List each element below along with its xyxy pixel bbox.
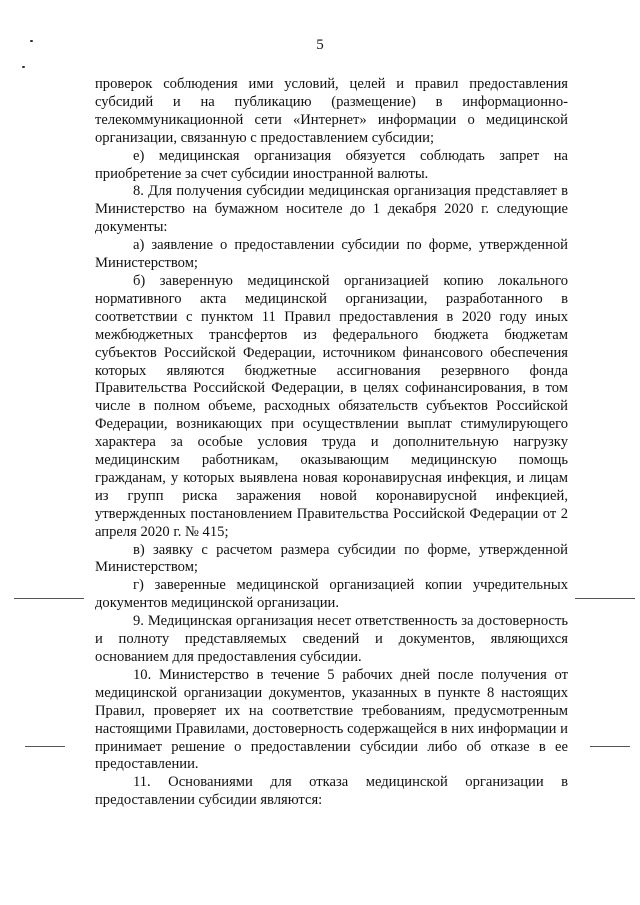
scan-dash-right [575,598,635,599]
scan-dash-left [25,746,65,747]
paragraph-3: 8. Для получения субсидии медицинская организация представляет в Министерство на бумажном носителе до 1 декабря 2020 г. следующие документы: [95,183,568,236]
paragraph-7: г) заверенные медицинской организацией копии учредительных документов медицинской организации. [95,577,568,612]
document-body [95,76,568,810]
paragraph-6: в) заявку с расчетом размера субсидии по форме, утвержденной Министерством; [95,541,568,576]
paragraph-10: 11. Основаниями для отказа медицинской организации в предоставлении субсидии являются: [95,774,568,809]
scan-dash-left [14,598,84,599]
scan-speck [30,40,33,42]
paragraph-8: 9. Медицинская организация несет ответственность за достоверность и полноту представляемых сведений и документов, являющихся основанием для предоставления субсидии. [95,613,568,665]
paragraph-5: б) заверенную медицинской организацией копию локального нормативного акта медицинской организации, разработанного в соответствии с пунктом 11 Правил предоставления в 2020 году иных межбюджетных трансфертов из федерального бюджета бюджетам субъектов Российской Федерации, источником финансового обеспечения которых являются бюджетные ассигнования резервного фонда Правительства Российской Федерации, в целях софинансирования, в том числе в полном объеме, расходных обязательств субъектов Российской Федерации, возникающих при осуществлении выплат стимулирующего характера за особые условия труда и дополнительную нагрузку медицинским работникам, оказывающим медицинскую помощь гражданам, у которых выявлена новая коронавирусная инфекция, и лицам из групп риска заражения новой коронавирусной инфекцией, утвержденных постановлением Правительства Российской Федерации от 2 апреля 2020 г. № 415; [95,272,568,540]
page-number: 5 [316,37,324,53]
paragraph-9: 10. Министерство в течение 5 рабочих дней после получения от медицинской организации документов, указанных в пункте 8 настоящих Правил, проверяет их на соответствие требованиям, предусмотренным настоящими Правилами, достоверность содержащейся в них информации и принимает решение о предоставлении субсидии либо об отказе в ее предоставлении. [95,666,568,773]
scan-speck [22,66,25,68]
paragraph-1: проверок соблюдения ими условий, целей и правил предоставления субсидий и на публикацию (размещение) в информационно-телекоммуникационной сети «Интернет» информации о медицинской организации, связанную с предоставлением субсидии; [95,76,568,146]
paragraph-2: е) медицинская организация обязуется соблюдать запрет на приобретение за счет субсидии иностранной валюты. [95,147,568,182]
scan-dash-right [590,746,630,747]
paragraph-4: а) заявление о предоставлении субсидии по форме, утвержденной Министерством; [95,237,568,272]
